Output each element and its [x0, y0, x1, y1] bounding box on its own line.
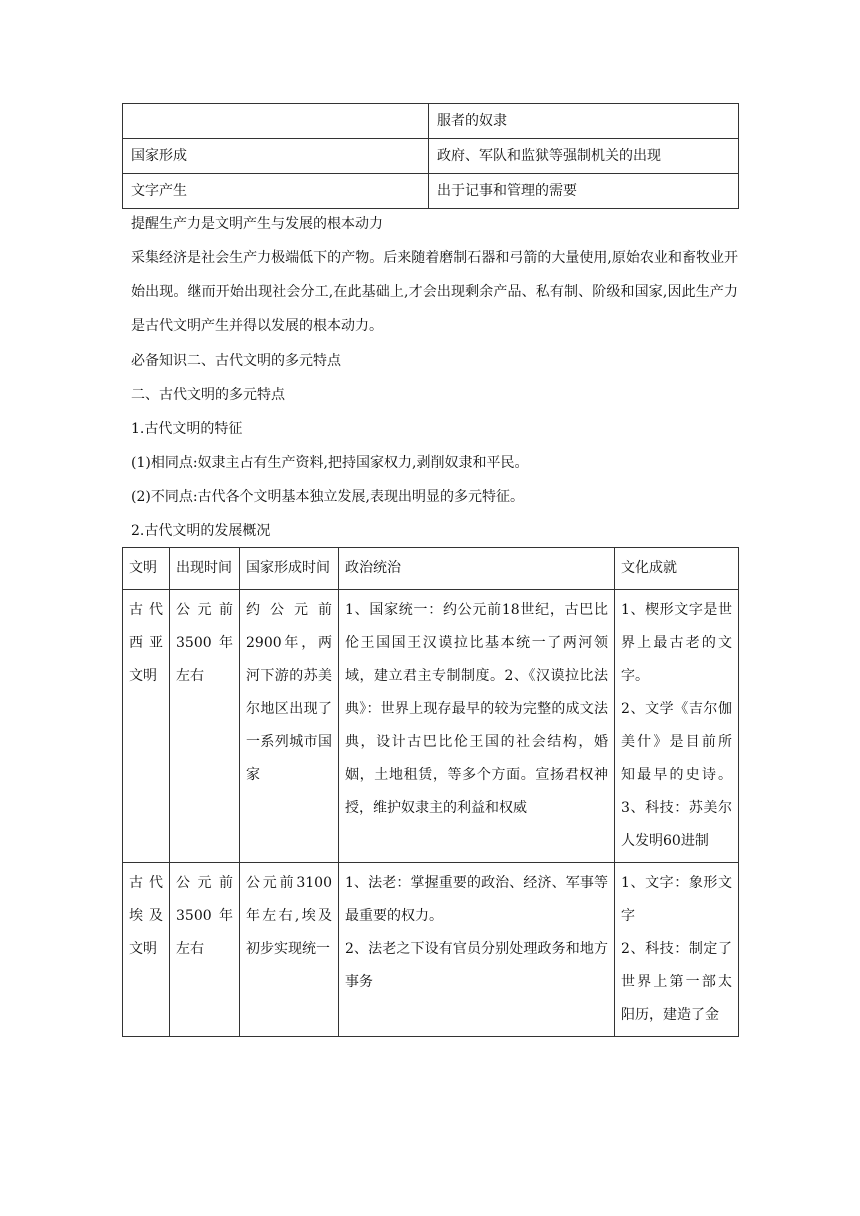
subsection-heading: 2.古代文明的发展概况	[131, 523, 271, 539]
tip-paragraph: 提醒生产力是文明产生与发展的根本动力	[131, 216, 383, 232]
subsection-heading: 1.古代文明的特征	[131, 421, 243, 437]
civ-name-cell: 古代西亚文明	[123, 590, 170, 863]
same-point: (1)相同点:奴隶主占有生产资料,把持国家权力,剥削奴隶和平民。	[131, 455, 529, 471]
culture-item: 1、文字：象形文字	[621, 875, 732, 924]
state-cell: 约公元前2900年，两河下游的苏美尔地区出现了一系列城市国家	[240, 590, 339, 863]
table-cell: 出于记事和管理的需要	[429, 174, 739, 209]
table-cell: 政府、军队和监狱等强制机关的出现	[429, 139, 739, 174]
header-cell: 文明	[123, 548, 170, 590]
header-cell: 文化成就	[615, 548, 739, 590]
politics-item: 1、法老：掌握重要的政治、经济、军事等最重要的权力。	[345, 875, 608, 924]
time-cell: 公元前3500年左右	[170, 863, 240, 1037]
knowledge-heading: 必备知识二、古代文明的多元特点	[131, 353, 341, 369]
header-cell: 出现时间	[170, 548, 240, 590]
header-cell: 国家形成时间	[240, 548, 339, 590]
body-paragraph: 采集经济是社会生产力极端低下的产物。后来随着磨制石器和弓箭的大量使用,原始农业和畜牧业开始出现。继而开始出现社会分工,在此基础上,才会出现剩余产品、私有制、阶级和国家,因此生产力是古代文明产生并得以发展的根本动力。	[131, 250, 738, 334]
time-cell: 公元前3500年左右	[170, 590, 240, 863]
table-row	[123, 174, 739, 209]
table-cell: 服者的奴隶	[429, 104, 739, 139]
politics-item: 2、法老之下设有官员分别处理政务和地方事务	[345, 941, 608, 990]
civilization-table	[122, 547, 739, 1037]
culture-item: 2、文学《吉尔伽美什》是目前所知最早的史诗。3、科技：苏美尔人发明60进制	[621, 701, 732, 849]
state-cell: 公元前3100年左右,埃及初步实现统一	[240, 863, 339, 1037]
politics-cell	[339, 863, 615, 1037]
diff-point: (2)不同点:古代各个文明基本独立发展,表现出明显的多元特征。	[131, 489, 524, 505]
politics-cell: 1、国家统一：约公元前18世纪，古巴比伦王国国王汉谟拉比基本统一了两河领域，建立君主专制制度。2、《汉谟拉比法典》：世界上现存最早的较为完整的成文法典，设计古巴比伦王国的社会结构，婚姻，土地租赁，等多个方面。宣扬君权神授，维护奴隶主的利益和权威	[339, 590, 615, 863]
culture-item: 2、科技：制定了世界上第一部太阳历，建造了金	[621, 941, 732, 1023]
table-cell: 文字产生	[123, 174, 429, 209]
table-row	[123, 863, 739, 1037]
culture-item: 1、楔形文字是世界上最古老的文字。	[621, 602, 732, 684]
culture-cell	[615, 863, 739, 1037]
table-cell: 国家形成	[123, 139, 429, 174]
table-cell	[123, 104, 429, 139]
table-row	[123, 590, 739, 863]
table-header-row	[123, 548, 739, 590]
top-table	[122, 103, 739, 209]
table-row	[123, 104, 739, 139]
culture-cell	[615, 590, 739, 863]
civ-name-cell: 古代埃及文明	[123, 863, 170, 1037]
table-row	[123, 139, 739, 174]
section-heading: 二、古代文明的多元特点	[131, 387, 285, 403]
header-cell: 政治统治	[339, 548, 615, 590]
